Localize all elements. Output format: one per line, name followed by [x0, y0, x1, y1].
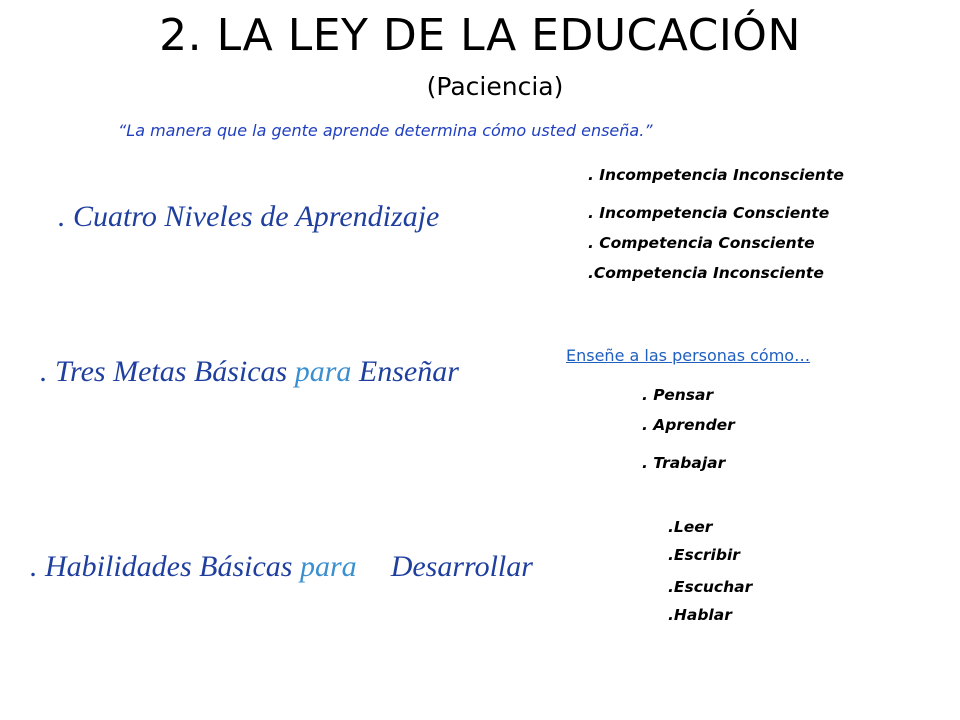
- goals-item: . Trabajar: [642, 454, 726, 472]
- skills-item: .Leer: [668, 518, 713, 536]
- goals-heading: [40, 355, 459, 389]
- skills-item: .Escribir: [668, 546, 740, 564]
- goals-heading-verb: Enseñar: [351, 355, 459, 388]
- levels-item: . Competencia Consciente: [588, 234, 815, 252]
- skills-heading-text: . Habilidades Básicas: [30, 550, 300, 583]
- goals-item: . Aprender: [642, 416, 735, 434]
- skills-heading-verb: Desarrollar: [390, 550, 533, 583]
- levels-item: . Incompetencia Consciente: [588, 204, 830, 222]
- goals-heading-text: . Tres Metas Básicas: [40, 355, 295, 388]
- slide-subtitle: (Paciencia): [426, 72, 564, 101]
- slide-title: 2. LA LEY DE LA EDUCACIÓN: [159, 10, 801, 61]
- levels-heading: . Cuatro Niveles de Aprendizaje: [58, 200, 440, 233]
- levels-item: .Competencia Inconsciente: [588, 264, 824, 282]
- skills-heading: [30, 550, 533, 584]
- skills-heading-para: para: [300, 550, 357, 583]
- goals-item: . Pensar: [642, 386, 714, 404]
- skills-item: .Escuchar: [668, 578, 753, 596]
- quote-text: “La manera que la gente aprende determina cómo usted enseña.”: [118, 121, 653, 140]
- teach-people-link[interactable]: Enseñe a las personas cómo…: [566, 346, 811, 365]
- levels-item: . Incompetencia Inconsciente: [588, 166, 844, 184]
- goals-heading-para: para: [294, 355, 352, 388]
- skills-item: .Hablar: [668, 606, 732, 624]
